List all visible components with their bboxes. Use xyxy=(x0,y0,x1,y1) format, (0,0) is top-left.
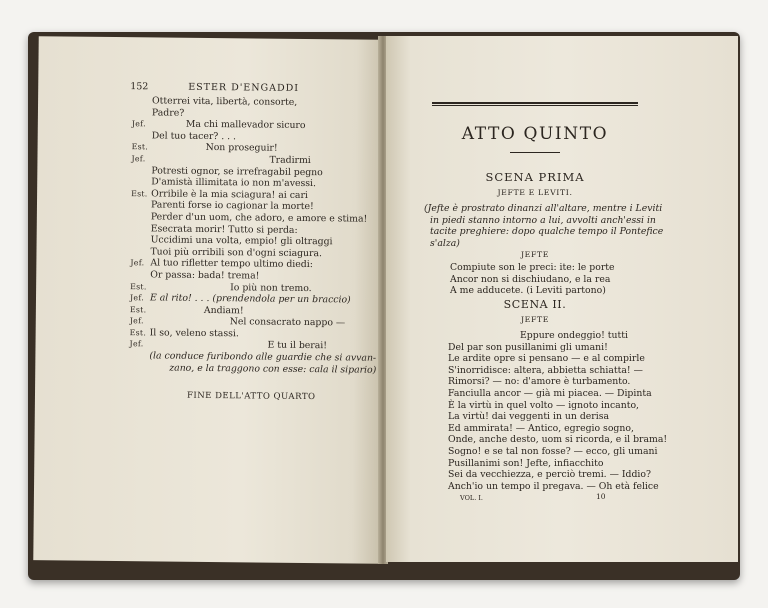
verse-text: E al rito! . . . (prendendola per un braccio) xyxy=(149,292,351,306)
speech-two xyxy=(448,330,667,492)
verse-text: Otterrei vita, libertà, consorte, xyxy=(152,95,298,108)
speaker-label: Est. xyxy=(131,188,148,199)
verse-text: Potresti ognor, se irrefragabil pegno xyxy=(151,164,323,178)
verse-block xyxy=(129,95,379,376)
verse-text: Tuoi più orribili son d'ogni sciagura. xyxy=(150,246,323,259)
signature-volume: VOL. I. xyxy=(460,494,483,502)
speech-one xyxy=(450,262,615,297)
speaker-label: Jef. xyxy=(131,154,146,164)
top-rule-thin xyxy=(432,105,638,106)
verse-line: Sei da vecchiezza, e perciò tremi. — Iddio? xyxy=(448,469,651,481)
title-divider xyxy=(510,152,560,153)
verse-line: Anch'io un tempo il pregava. — Oh età felice xyxy=(448,480,659,492)
stage-direction-line: s'alza) xyxy=(430,237,460,249)
speaker-one: JEFTE xyxy=(520,250,550,259)
verse-line: A me adducete. (i Leviti partono) xyxy=(450,285,606,297)
verse-line: È la virtù in quel volto — ignoto incanto, xyxy=(448,399,639,411)
verse-line xyxy=(129,362,376,376)
verse-text: Orribile è la mia sciagura! ai cari xyxy=(151,188,308,201)
speaker-label: Est. xyxy=(130,281,147,291)
verse-line: Ed ammirata! — Antico, egregio sogno, xyxy=(448,422,634,434)
verse-line: Ancor non si dischiudano, e la rea xyxy=(450,273,611,285)
speaker-two: JEFTE xyxy=(520,315,550,324)
verse-line: Fanciulla ancor — già mi piacea. — Dipinta xyxy=(448,387,652,399)
stage-direction-line: tacite preghiere: dopo qualche tempo il Pontefice xyxy=(430,226,664,238)
verse-line: Onde, anche desto, uom si ricorda, e il brama! xyxy=(448,434,668,446)
speaker-label: Jef. xyxy=(130,258,145,268)
speaker-label: Jef. xyxy=(129,316,144,326)
speaker-label: Jef. xyxy=(129,339,144,349)
verse-text: zano, e la traggono con esse: cala il sipario) xyxy=(169,362,377,376)
verse-text: Nel consacrato nappo — xyxy=(229,316,346,329)
verse-line: Compiute son le preci: ite: le porte xyxy=(450,262,615,273)
scene-one-title: SCENA PRIMA xyxy=(485,170,585,184)
verse-text: Padre? xyxy=(151,106,185,119)
scene-one-characters: JEFTE E LEVITI. xyxy=(497,188,573,197)
verse-line: Sogno! e se tal non fosse? — ecco, gli umani xyxy=(448,445,658,457)
verse-text: Tradirmi xyxy=(269,154,311,167)
verse-text: (la conduce furibondo alle guardie che si avvan- xyxy=(149,350,377,364)
left-page xyxy=(33,36,384,564)
verse-text: Non proseguir! xyxy=(205,142,278,155)
running-head: ESTER D'ENGADDI xyxy=(188,81,300,94)
verse-line: Del par son pusillanimi gli umani! xyxy=(448,341,608,353)
verse-text: Il so, veleno stassi. xyxy=(149,327,239,340)
speaker-label: Jef. xyxy=(131,119,146,129)
top-rule xyxy=(432,102,638,104)
end-of-act-note: FINE DELL'ATTO QUARTO xyxy=(186,390,316,403)
speaker-label: Est. xyxy=(129,304,147,315)
act-title: ATTO QUINTO xyxy=(461,124,609,144)
verse-line: Rimorsi? — no: d'amore è turbamento. xyxy=(448,376,631,388)
verse-line: Pusillanimi son! Jefte, infiacchito xyxy=(448,457,604,469)
scene-two-title: SCENA II. xyxy=(503,298,567,311)
speaker-label: Est. xyxy=(131,142,149,152)
verse-text: D'amistà illimitata io non m'avessi. xyxy=(151,176,317,190)
speaker-label: Jef. xyxy=(129,293,145,303)
verse-text: Al tuo rifletter tempo ultimo diedi: xyxy=(150,257,313,271)
verse-text: Or passa: bada! trema! xyxy=(150,269,260,282)
verse-text: E tu il berai! xyxy=(267,340,328,352)
verse-text: Andiam! xyxy=(203,304,244,317)
signature-number: 10 xyxy=(596,492,606,501)
page-number: 152 xyxy=(130,81,149,93)
stage-direction-line: (Jefte è prostrato dinanzi all'altare, mentre i Leviti xyxy=(424,203,663,214)
stage-direction xyxy=(424,203,663,249)
verse-text: Perder d'un uom, che adoro, e amore e stima! xyxy=(150,211,368,225)
verse-text: Ma chi mallevador sicuro xyxy=(185,118,306,132)
verse-text: Io più non tremo. xyxy=(230,281,312,294)
verse-text: Uccidimi una volta, empio! gli oltraggi xyxy=(150,234,333,248)
verse-line: La virtù! dai veggenti in un derisa xyxy=(448,411,610,423)
right-page xyxy=(386,36,738,562)
verse-line: Eppure ondeggio! tutti xyxy=(520,330,628,341)
verse-text: Parenti forse io cagionar la morte! xyxy=(150,199,314,213)
verse-line: Le ardite opre si pensano — e al compirle xyxy=(448,353,645,365)
verse-text: Del tuo tacer? . . . xyxy=(151,130,237,143)
verse-text: Esecrata morir! Tutto si perda: xyxy=(150,222,298,236)
stage-direction-line: in piedi stanno intorno a lui, avvolti anch'essi in xyxy=(430,214,656,226)
verse-line: S'inorridisce: altera, abbietta schiatta! — xyxy=(448,364,643,376)
speaker-label: Est. xyxy=(129,328,147,338)
